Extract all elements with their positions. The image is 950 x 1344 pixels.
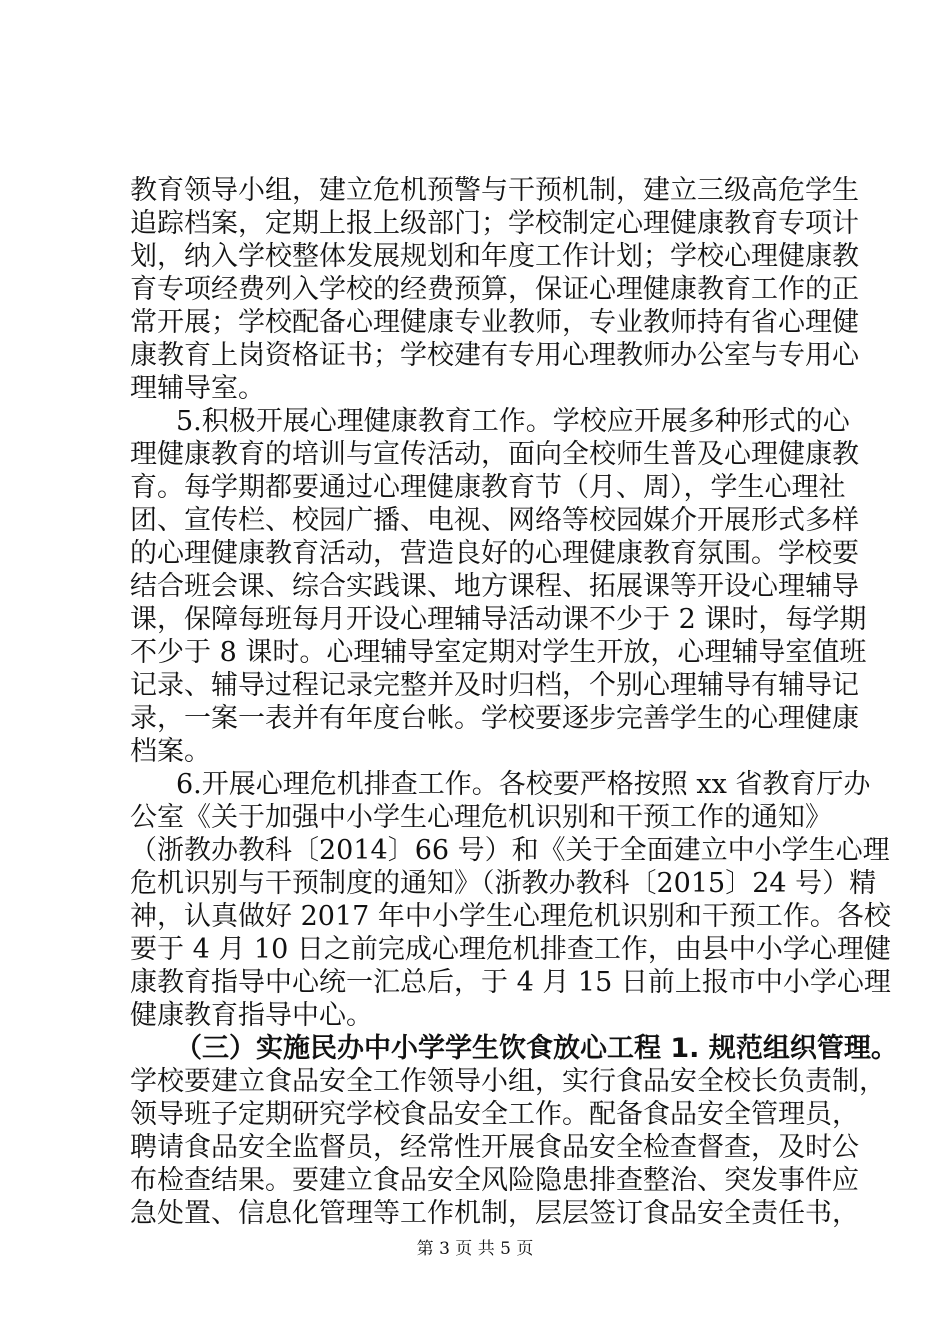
paragraph-line: 课，保障每班每月开设心理辅导活动课不少于 2 课时，每学期 <box>130 604 867 635</box>
paragraph-line: 聘请食品安全监督员，经常性开展食品安全检查督查，及时公 <box>130 1132 859 1163</box>
paragraph-line: 育。每学期都要通过心理健康教育节（月、周），学生心理社 <box>130 472 846 503</box>
paragraph-line: 健康教育指导中心。 <box>130 1000 373 1031</box>
paragraph-line: 康教育上岗资格证书；学校建有专用心理教师办公室与专用心 <box>130 340 859 371</box>
paragraph-line: 急处置、信息化管理等工作机制，层层签订食品安全责任书， <box>130 1198 859 1229</box>
paragraph-line: 不少于 8 课时。心理辅导室定期对学生开放，心理辅导室值班 <box>130 637 867 668</box>
paragraph-line: 神，认真做好 2017 年中小学生心理危机识别和干预工作。各校 <box>130 901 891 932</box>
paragraph-line: 康教育指导中心统一汇总后，于 4 月 15 日前上报市中小学心理 <box>130 967 891 998</box>
paragraph-line: 档案。 <box>130 736 211 767</box>
paragraph-line: 理辅导室。 <box>130 373 265 404</box>
paragraph-line: 团、宣传栏、校园广播、电视、网络等校园媒介开展形式多样 <box>130 505 859 536</box>
paragraph-line: 学校要建立食品安全工作领导小组，实行食品安全校长负责制， <box>130 1066 886 1097</box>
paragraph-line: 结合班会课、综合实践课、地方课程、拓展课等开设心理辅导 <box>130 571 859 602</box>
paragraph-line: 录，一案一表并有年度台帐。学校要逐步完善学生的心理健康 <box>130 703 859 734</box>
paragraph-line: 危机识别与干预制度的通知》（浙教办教科〔2015〕24 号）精 <box>130 868 877 899</box>
page-number-footer: 第 3 页 共 5 页 <box>416 1239 534 1259</box>
paragraph-line: 理健康教育的培训与宣传活动，面向全校师生普及心理健康教 <box>130 439 859 470</box>
paragraph-line: 追踪档案，定期上报上级部门；学校制定心理健康教育专项计 <box>130 208 859 239</box>
paragraph-line: 教育领导小组，建立危机预警与干预机制，建立三级高危学生 <box>130 175 859 206</box>
paragraph-line: 公室《关于加强中小学生心理危机识别和干预工作的通知》 <box>130 802 832 833</box>
paragraph-line: （浙教办教科〔2014〕66 号）和《关于全面建立中小学生心理 <box>130 835 890 866</box>
paragraph-line: 的心理健康教育活动，营造良好的心理健康教育氛围。学校要 <box>130 538 859 569</box>
paragraph-line: 划，纳入学校整体发展规划和年度工作计划；学校心理健康教 <box>130 241 859 272</box>
paragraph-line: 布检查结果。要建立食品安全风险隐患排查整治、突发事件应 <box>130 1165 859 1196</box>
paragraph-line: 常开展；学校配备心理健康专业教师，专业教师持有省心理健 <box>130 307 859 338</box>
paragraph-line: 6.开展心理危机排查工作。各校要严格按照 xx 省教育厅办 <box>176 769 871 800</box>
paragraph-line: 育专项经费列入学校的经费预算，保证心理健康教育工作的正 <box>130 274 859 305</box>
section-heading: （三）实施民办中小学学生饮食放心工程 1. 规范组织管理。 <box>175 1033 898 1064</box>
paragraph-line: 5.积极开展心理健康教育工作。学校应开展多种形式的心 <box>176 406 850 437</box>
paragraph-line: 领导班子定期研究学校食品安全工作。配备食品安全管理员， <box>130 1099 859 1130</box>
paragraph-line: 记录、辅导过程记录完整并及时归档，个别心理辅导有辅导记 <box>130 670 859 701</box>
paragraph-line: 要于 4 月 10 日之前完成心理危机排查工作，由县中小学心理健 <box>130 934 891 965</box>
